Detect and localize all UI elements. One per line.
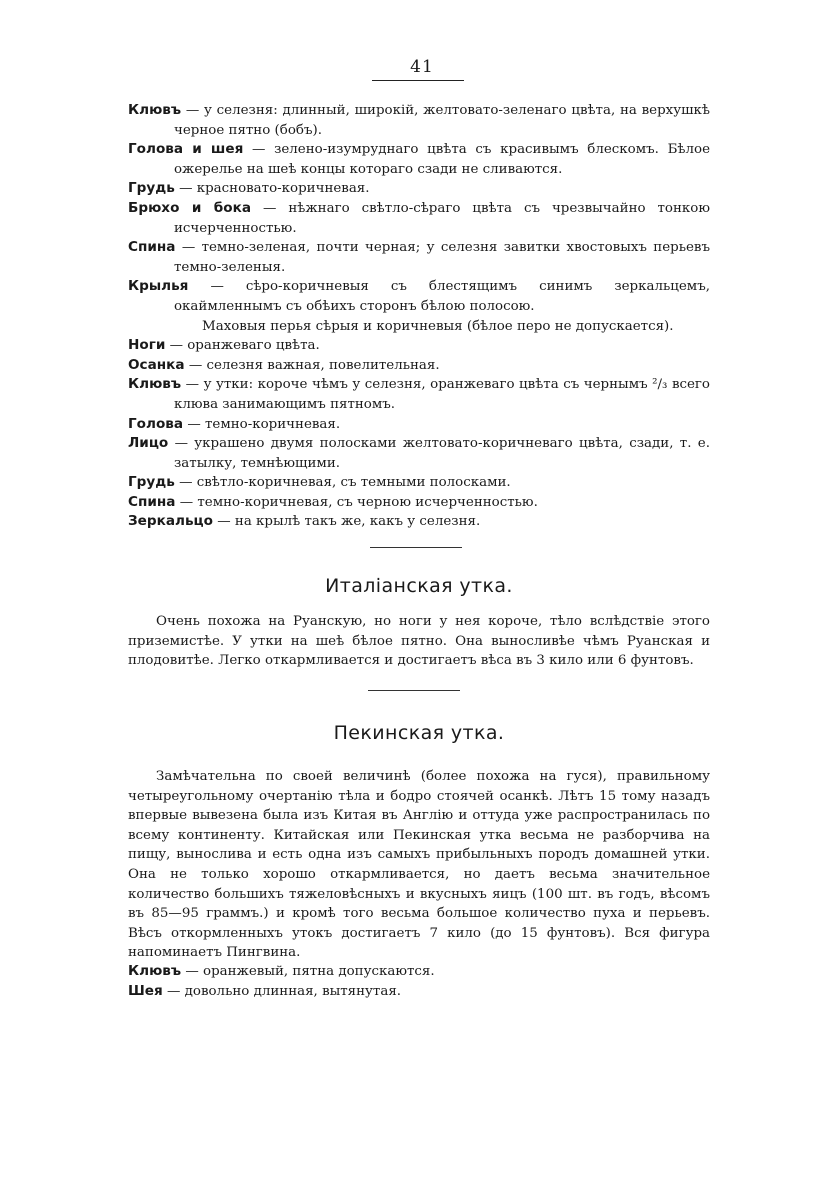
drake-description-list xyxy=(128,101,710,532)
entry-term: Брюхо и бока xyxy=(128,199,252,216)
entry-term: Лицо xyxy=(128,435,169,452)
entry-term: Спина xyxy=(128,239,176,256)
entry-term: Шея xyxy=(128,982,163,999)
section-divider xyxy=(370,547,462,548)
entry-wings xyxy=(128,277,710,316)
entry-term: Осанка xyxy=(128,356,185,373)
entry-speculum xyxy=(128,512,710,532)
entry-term: Клювъ xyxy=(128,376,182,393)
entry-face xyxy=(128,434,710,473)
entry-term: Ноги xyxy=(128,337,166,354)
entry-breast-duck xyxy=(128,473,710,493)
entry-beak-drake xyxy=(128,101,710,140)
entry-back-drake xyxy=(128,238,710,277)
entry-head-duck xyxy=(128,415,710,435)
entry-text: — темно-зеленая, почти черная; у селезня завитки хвостовыхъ перьевъ темно-зеленыя. xyxy=(174,240,710,275)
entry-term: Грудь xyxy=(128,180,175,197)
page-number: 41 xyxy=(410,57,434,77)
entry-posture xyxy=(128,356,710,376)
entry-neck-pekin xyxy=(128,982,710,1002)
entry-breast-drake xyxy=(128,179,710,199)
entry-text: — нѣжнаго свѣтло-сѣраго цвѣта съ чрезвычайно тонкою исчерченностью. xyxy=(174,200,710,236)
pekin-description: Замѣчательна по своей величинѣ (более похожа на гуся), правильному четыреугольному очертанію тѣла и бодро стоячей осанкѣ. Лѣтъ 15 тому назадъ впервые вывезена была изъ Китая въ Англію и оттуда уже распространилась по всему континенту. Китайская или Пекинская утка весьма не разборчива на пищу, вынослива и есть одна изъ самыхъ прибыльныхъ породъ домашней утки. Она не только хорошо откармливается, но даетъ весьма значительное количество большихъ тяжеловѣсныхъ и вкусныхъ яицъ (100 шт. въ годъ, вѣсомъ въ 85—95 граммъ.) и кромѣ того весьма большое количество пуха и перьевъ. Вѣсъ откормленныхъ утокъ достигаетъ 7 кило (до 15 фунтовъ). Вся фигура напоминаетъ Пингвина. xyxy=(128,769,710,961)
entry-term: Клювъ xyxy=(128,963,182,979)
page-number-rule xyxy=(372,80,464,81)
entry-text: — красновато-коричневая. xyxy=(174,181,370,197)
section-heading-italian: Италіанская утка. xyxy=(325,575,513,597)
entry-text: — оранжеваго цвѣта. xyxy=(165,338,320,354)
entry-text: — темно-коричневая. xyxy=(183,416,341,432)
entry-term: Клювъ xyxy=(128,102,182,118)
entry-term: Спина xyxy=(128,493,176,510)
section-divider xyxy=(368,690,460,691)
entry-term: Зеркальцо xyxy=(128,513,213,530)
entry-text: — украшено двумя полосками желтовато-коричневаго цвѣта, сзади, т. е. затылку, темнѣющими. xyxy=(168,436,710,471)
entry-text: — оранжевый, пятна допускаются. xyxy=(181,964,435,979)
entry-beak-pekin xyxy=(128,962,710,982)
entry-text: — у селезня: длинный, широкій, желтовато-зеленаго цвѣта, на верхушкѣ черное пятно (бобъ). xyxy=(174,103,710,138)
section-heading-pekin: Пекинская утка. xyxy=(333,722,505,744)
entry-text: — довольно длинная, вытянутая. xyxy=(162,983,402,999)
entry-legs xyxy=(128,336,710,356)
entry-head-neck xyxy=(128,140,710,179)
entry-text: — темно-коричневая, съ черною исчерченностью. xyxy=(175,494,538,510)
entry-text: — сѣро-коричневыя съ блестящимъ синимъ зеркальцемъ, окаймленнымъ съ обѣихъ сторонъ бѣлою полосою. xyxy=(174,279,710,314)
entry-back-duck xyxy=(128,493,710,513)
entry-term: Голова и шея xyxy=(128,141,244,158)
pekin-description-list xyxy=(128,962,710,1001)
entry-text: — у утки: короче чѣмъ у селезня, оранжеваго цвѣта съ чернымъ ²/₃ всего клюва занимающимъ пятномъ. xyxy=(174,377,710,412)
entry-term: Крылья xyxy=(128,278,189,295)
entry-text: — зелено-изумруднаго цвѣта съ красивымъ блескомъ. Бѣлое ожерелье на шеѣ концы котораго сзади не сливаются. xyxy=(174,142,711,177)
entry-belly-flanks xyxy=(128,199,710,238)
entry-wing-feathers: Маховыя перья сѣрыя и коричневыя (бѣлое перо не допускается). xyxy=(202,318,674,334)
entry-beak-duck xyxy=(128,375,710,414)
entry-text: — свѣтло-коричневая, съ темными полосками. xyxy=(174,475,511,491)
entry-text: — селезня важная, повелительная. xyxy=(184,357,440,373)
entry-term: Голова xyxy=(128,415,184,432)
italian-description: Очень похожа на Руанскую, но ноги у нея короче, тѣло вслѣдствіе этого приземистѣе. У утки на шеѣ бѣлое пятно. Она выносливѣе чѣмъ Руанская и плодовитѣе. Легко откармливается и достигаетъ вѣса въ 3 кило или 6 фунтовъ. xyxy=(128,614,710,669)
entry-term: Грудь xyxy=(128,474,175,491)
entry-text: — на крылѣ такъ же, какъ у селезня. xyxy=(212,514,481,530)
